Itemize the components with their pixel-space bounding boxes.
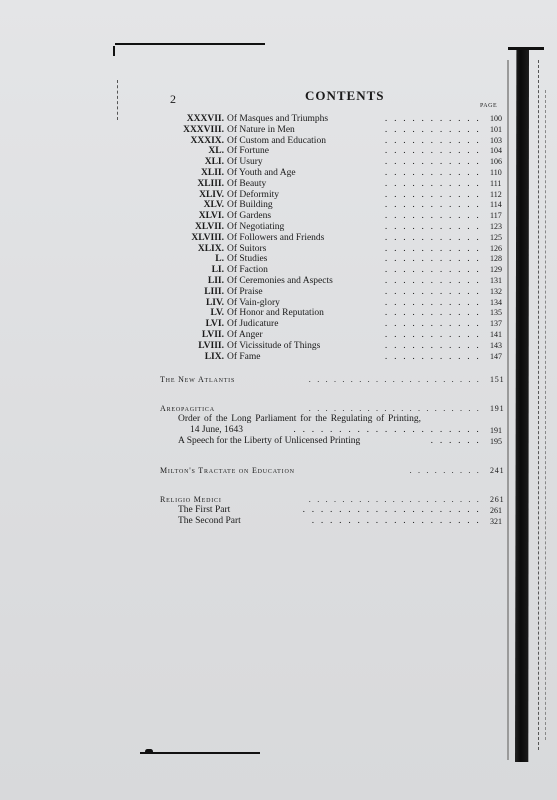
toc-subentry-speech [160, 436, 505, 447]
leader-dots: . . . . . . . . . . . [384, 211, 481, 222]
entry-page: 195 [490, 437, 502, 447]
leader-dots: . . . . . . . . . . . . . . . . . . . . . [308, 404, 481, 414]
bottom-edge-blob [145, 749, 153, 754]
toc-subentry-first-part [160, 505, 505, 516]
entry-title: The Second Part [178, 516, 241, 527]
essay-numeral: XLIV. [199, 189, 224, 200]
essay-numeral: LIV. [205, 297, 224, 308]
leader-dots: . . . . . . . . . . . [384, 146, 481, 157]
essay-numeral: XLII. [201, 167, 224, 178]
entry-page: 191 [490, 404, 505, 414]
toc-entry-essay [160, 308, 505, 319]
essay-title: Of Ceremonies and Aspects [227, 275, 333, 286]
essay-numeral: LI. [211, 265, 224, 276]
essay-page: 128 [490, 254, 502, 264]
essay-numeral: XLIII. [197, 178, 224, 189]
essay-numeral: XL. [208, 146, 224, 157]
right-dash-artifact [538, 60, 539, 750]
essay-title: Of Judicature [227, 319, 279, 330]
entry-title: Religio Medici [160, 495, 222, 505]
leader-dots: . . . . . . . . . . . [384, 114, 481, 124]
essay-title: Of Deformity [227, 189, 279, 200]
toc-entry-essay [160, 179, 505, 190]
spine-fleck [507, 60, 509, 760]
essay-numeral: LVIII. [198, 340, 224, 351]
essay-title: Of Custom and Education [227, 135, 326, 146]
leader-dots: . . . . . . . . . . . [384, 189, 481, 200]
toc-entry-essay [160, 222, 505, 233]
top-right-edge-line [508, 47, 544, 50]
essay-page: 134 [490, 297, 502, 307]
essay-title: Of Usury [227, 157, 263, 168]
bottom-edge-line [140, 752, 260, 754]
toc-subentry-order-date [160, 425, 505, 436]
entry-title: 14 June, 1643 [190, 425, 244, 436]
essay-title: Of Building [227, 200, 273, 211]
binding-shadow [515, 50, 529, 762]
essay-title: Of Negotiating [227, 221, 285, 232]
essay-page: 143 [490, 340, 502, 350]
page-number: 2 [170, 92, 176, 106]
toc-entry-essay [160, 136, 505, 147]
leader-dots: . . . . . . . . . . . [384, 275, 481, 286]
leader-dots: . . . . . . . . . . . [384, 157, 481, 168]
leader-dots: . . . . . . . . . . . . . . . . . . . . . [308, 495, 481, 505]
essay-numeral: XXXIX. [190, 135, 224, 146]
leader-dots: . . . . . . . . . . . [384, 124, 481, 135]
essay-page: 114 [490, 200, 502, 210]
essay-title: Of Nature in Men [227, 124, 295, 135]
leader-dots: . . . . . . . . . . . [384, 351, 481, 362]
toc-entry-essay [160, 244, 505, 255]
essay-numeral: LIX. [204, 351, 224, 362]
essay-page: 125 [490, 232, 502, 242]
leader-dots: . . . . . . . . . . . [384, 329, 481, 340]
leader-dots: . . . . . . . . . [409, 466, 481, 476]
essay-numeral: LIII. [204, 286, 224, 297]
essay-page: 141 [490, 329, 502, 339]
essay-page: 147 [490, 351, 502, 361]
essay-page: 132 [490, 286, 502, 296]
page-title: CONTENTS [305, 88, 385, 103]
essay-title: Of Fame [227, 351, 261, 362]
toc-entry-religio-medici [160, 494, 505, 505]
entry-title: The First Part [178, 505, 231, 516]
toc-entry-essay [160, 157, 505, 168]
entry-page: 261 [490, 506, 502, 516]
leader-dots: . . . . . . . . . . . [384, 319, 481, 330]
leader-dots: . . . . . . . . . . . [384, 200, 481, 211]
toc-entry-essay [160, 276, 505, 287]
essay-title: Of Suitors [227, 243, 267, 254]
entry-page: 191 [490, 426, 502, 436]
entry-page: 151 [490, 375, 505, 385]
toc-entry-new-atlantis [160, 374, 505, 385]
essay-numeral: XLIX. [197, 243, 224, 254]
left-dash-artifact [117, 80, 118, 120]
leader-dots: . . . . . . . . . . . [384, 254, 481, 265]
essay-title: Of Faction [227, 265, 268, 276]
essay-numeral: XLI. [204, 157, 224, 168]
leader-dots: . . . . . . [430, 436, 481, 447]
essay-page: 137 [490, 319, 502, 329]
toc-entry-essay [160, 168, 505, 179]
toc-entry-essay [160, 190, 505, 201]
leader-dots: . . . . . . . . . . . [384, 167, 481, 178]
essay-title: Of Praise [227, 286, 263, 297]
essay-numeral: LV. [210, 308, 224, 319]
essay-numeral: XLVIII. [191, 232, 224, 243]
leader-dots: . . . . . . . . . . . . . . . . . . . . [302, 505, 481, 516]
essay-page: 123 [490, 221, 502, 231]
leader-dots: . . . . . . . . . . . [384, 178, 481, 189]
essay-title: Of Gardens [227, 211, 272, 222]
toc-subentry-order [160, 414, 505, 425]
toc-entry-essay [160, 330, 505, 341]
toc-entry-essay [160, 114, 505, 125]
leader-dots: . . . . . . . . . . . [384, 243, 481, 254]
top-edge-line [115, 43, 265, 45]
leader-dots: . . . . . . . . . . . . . . . . . . . [311, 516, 481, 527]
toc-entry-essay [160, 265, 505, 276]
essay-page: 104 [490, 146, 502, 156]
essay-page: 126 [490, 243, 502, 253]
entry-page: 321 [490, 517, 502, 527]
toc-entry-essay [160, 200, 505, 211]
essay-title: Of Fortune [227, 146, 269, 157]
toc-entry-essay [160, 254, 505, 265]
essay-page: 106 [490, 157, 502, 167]
toc-entry-essay [160, 298, 505, 309]
essay-numeral: LII. [207, 275, 224, 286]
toc-entry-essay [160, 341, 505, 352]
essay-title: Of Vicissitude of Things [227, 340, 321, 351]
entry-title: A Speech for the Liberty of Unlicensed Printing [178, 436, 361, 447]
essay-page: 110 [490, 167, 502, 177]
essay-page: 129 [490, 265, 502, 275]
toc-entry-essay [160, 319, 505, 330]
essay-numeral: XLV. [203, 200, 224, 211]
entry-title: Areopagitica [160, 404, 215, 414]
leader-dots: . . . . . . . . . . . . . . . . . . . . . [308, 375, 481, 385]
essay-numeral: XXXVIII. [183, 124, 224, 135]
toc-entry-essay [160, 352, 505, 363]
essay-numeral: XXXVII. [186, 114, 224, 124]
toc-entry-essay [160, 287, 505, 298]
essay-page: 101 [490, 124, 502, 134]
toc-entry-milton [160, 465, 505, 476]
essay-page: 112 [490, 189, 502, 199]
toc-entry-areopagitica [160, 403, 505, 414]
leader-dots: . . . . . . . . . . . . . . . . . . . . . [293, 425, 481, 436]
far-right-dash-artifact [545, 90, 546, 740]
essay-title: Of Honor and Reputation [227, 308, 324, 319]
essay-page: 103 [490, 135, 502, 145]
toc-subentry-second-part [160, 516, 505, 527]
entry-title: The New Atlantis [160, 375, 236, 385]
essay-numeral: LVII. [201, 329, 224, 340]
essay-page: 135 [490, 308, 502, 318]
leader-dots: . . . . . . . . . . . [384, 265, 481, 276]
leader-dots: . . . . . . . . . . . [384, 135, 481, 146]
entry-page: 261 [490, 495, 505, 505]
page-column-label: PAGE [480, 103, 498, 109]
left-edge-mark [113, 46, 115, 56]
essay-list [160, 114, 505, 362]
toc-entry-essay [160, 233, 505, 244]
leader-dots: . . . . . . . . . . . [384, 308, 481, 319]
essay-title: Of Masques and Triumphs [227, 114, 329, 124]
essay-page: 117 [490, 211, 502, 221]
table-of-contents [160, 114, 505, 527]
essay-numeral: LVI. [205, 319, 224, 330]
essay-numeral: XLVII. [195, 221, 224, 232]
toc-entry-essay [160, 211, 505, 222]
toc-entry-essay [160, 146, 505, 157]
leader-dots: . . . . . . . . . . . [384, 232, 481, 243]
entry-title: Order of the Long Parliament for the Regulating of Printing, [178, 414, 422, 425]
essay-title: Of Youth and Age [227, 167, 296, 178]
essay-page: 100 [490, 114, 502, 123]
essay-numeral: XLVI. [198, 211, 224, 222]
essay-page: 131 [490, 275, 502, 285]
leader-dots: . . . . . . . . . . . [384, 221, 481, 232]
essay-title: Of Followers and Friends [227, 232, 325, 243]
essay-numeral: L. [215, 254, 224, 265]
essay-title: Of Vain-glory [227, 297, 280, 308]
essay-page: 111 [490, 178, 502, 188]
essay-title: Of Anger [227, 329, 263, 340]
essay-title: Of Beauty [227, 178, 267, 189]
entry-page: 241 [490, 466, 505, 476]
leader-dots: . . . . . . . . . . . [384, 297, 481, 308]
toc-entry-essay [160, 125, 505, 136]
essay-title: Of Studies [227, 254, 268, 265]
leader-dots: . . . . . . . . . . . [384, 286, 481, 297]
leader-dots: . . . . . . . . . . . [384, 340, 481, 351]
entry-title: Milton's Tractate on Education [160, 466, 295, 476]
